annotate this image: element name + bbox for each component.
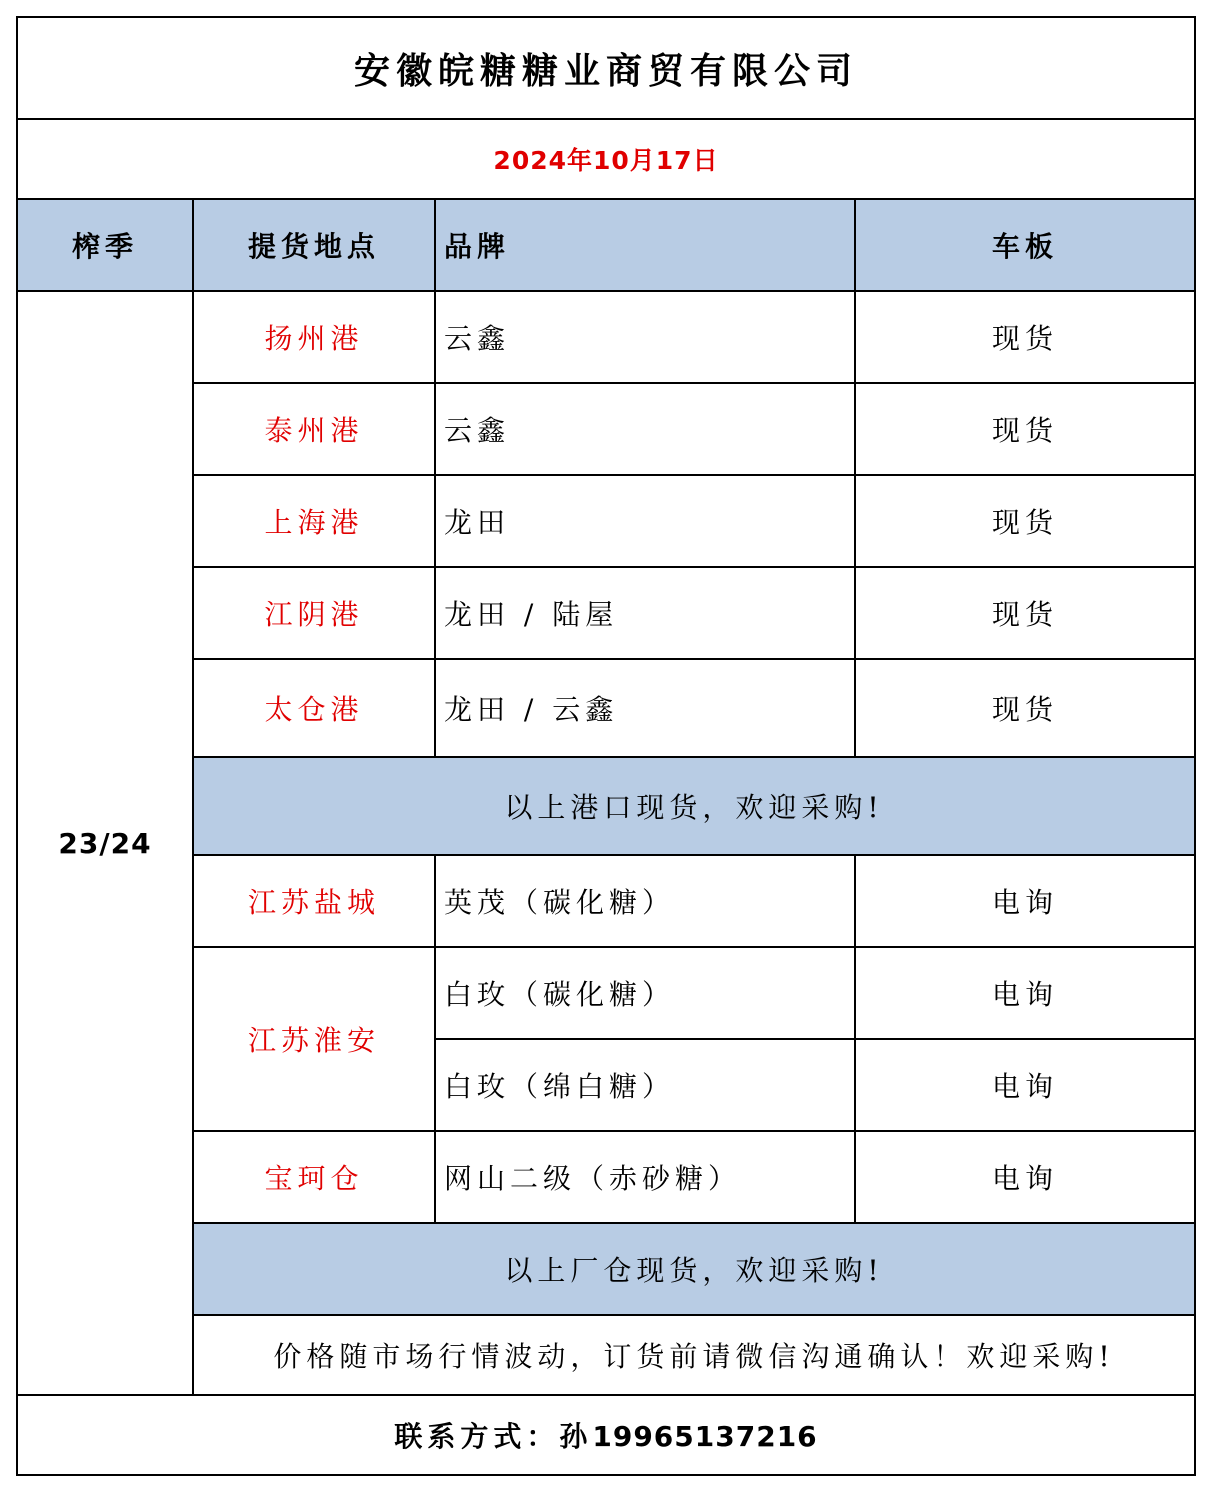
board-cell: 电询 [855,1131,1195,1223]
brand-cell: 龙田 / 陆屋 [435,567,855,659]
location-cell: 江苏淮安 [193,947,435,1131]
header-brand: 品牌 [435,199,855,291]
table-row [17,475,1195,567]
board-cell: 电询 [855,947,1195,1039]
season-cell: 23/24 [17,291,193,1395]
header-row [17,199,1195,291]
contact-label: 联系方式：孙 [394,1420,593,1453]
table-row [17,855,1195,947]
board-cell: 现货 [855,659,1195,757]
board-cell: 电询 [855,855,1195,947]
location-cell: 江苏盐城 [193,855,435,947]
price-sheet-table [16,16,1196,1476]
contact-line [17,1395,1195,1475]
location-cell: 泰州港 [193,383,435,475]
header-location: 提货地点 [193,199,435,291]
factory-note: 以上厂仓现货，欢迎采购! [193,1223,1195,1315]
brand-cell: 英茂（碳化糖） [435,855,855,947]
table-row [17,291,1195,383]
brand-cell: 云鑫 [435,291,855,383]
port-note: 以上港口现货，欢迎采购! [193,757,1195,855]
footer-note: 价格随市场行情波动，订货前请微信沟通确认！欢迎采购! [193,1315,1195,1395]
table-row [17,1131,1195,1223]
board-cell: 现货 [855,567,1195,659]
location-cell: 宝珂仓 [193,1131,435,1223]
contact-phone: 19965137216 [592,1420,818,1453]
board-cell: 电询 [855,1039,1195,1131]
table-row [17,567,1195,659]
board-cell: 现货 [855,475,1195,567]
board-cell: 现货 [855,291,1195,383]
header-season: 榨季 [17,199,193,291]
brand-cell: 龙田 [435,475,855,567]
brand-cell: 龙田 / 云鑫 [435,659,855,757]
brand-cell: 白玫（绵白糖） [435,1039,855,1131]
table-row [17,659,1195,757]
location-cell: 江阴港 [193,567,435,659]
location-cell: 上海港 [193,475,435,567]
header-board: 车板 [855,199,1195,291]
location-cell: 太仓港 [193,659,435,757]
factory-note-row [17,1223,1195,1315]
table-row [17,947,1195,1039]
port-note-row [17,757,1195,855]
date-label: 2024年10月17日 [17,119,1195,199]
board-cell: 现货 [855,383,1195,475]
brand-cell: 云鑫 [435,383,855,475]
brand-cell: 网山二级（赤砂糖） [435,1131,855,1223]
company-title: 安徽皖糖糖业商贸有限公司 [17,17,1195,119]
table-row [17,383,1195,475]
location-cell: 扬州港 [193,291,435,383]
brand-cell: 白玫（碳化糖） [435,947,855,1039]
